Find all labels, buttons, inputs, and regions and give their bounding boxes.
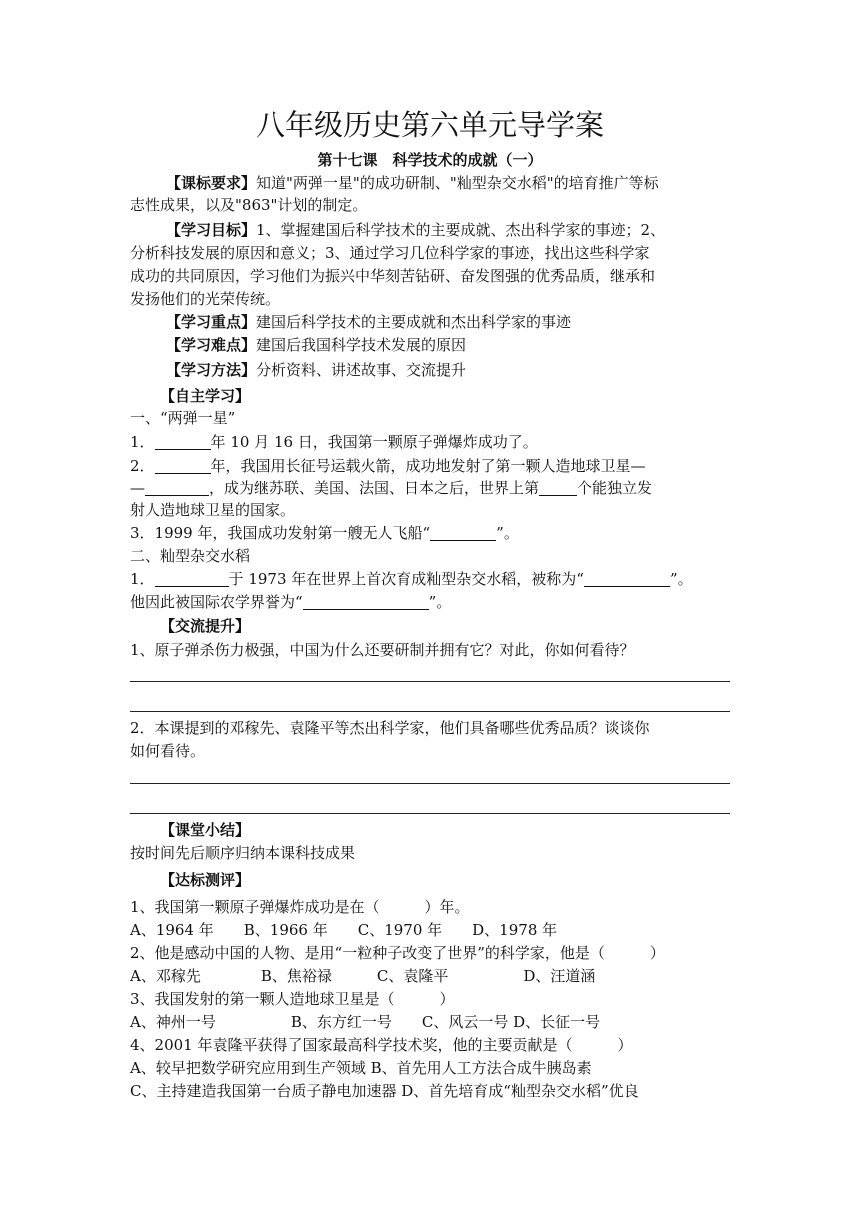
- test-question-4: 4、2001 年袁隆平获得了国家最高科学技术奖，他的主要贡献是（ ）: [130, 1036, 633, 1054]
- self-study-heading: 【自主学习】: [160, 387, 251, 405]
- test-question-1: 1、我国第一颗原子弹爆炸成功是在（ ）年。: [130, 898, 470, 916]
- difficult-text: 建国后我国科学技术发展的原因: [256, 336, 467, 354]
- difficult-points: [166, 335, 766, 355]
- exchange-question-2-cont: 如何看待。: [130, 742, 206, 760]
- answer-blank[interactable]: [539, 479, 577, 496]
- section-one-title: 一、“两弹一星”: [130, 409, 236, 427]
- exchange-question-2: 2．本课提到的邓稼先、袁隆平等杰出科学家，他们具备哪些优秀品质？谈谈你: [130, 719, 650, 737]
- question-2-line-2: — ，成为继苏联、美国、法国、日本之后，世界上第 个能独立发: [130, 479, 653, 497]
- page-title: 八年级历史第六单元导学案: [255, 108, 604, 142]
- standard-text-cont: 志性成果，以及"863"计划的制定。: [130, 196, 368, 214]
- summary-heading: 【课堂小结】: [160, 821, 251, 839]
- standard-text: 知道"两弹一星"的成功研制、"籼型杂交水稻"的培育推广等标: [256, 174, 659, 192]
- question-4-line-2: 他因此被国际农学界誉为“ ”。: [130, 593, 452, 611]
- standard-label: 【课标要求】: [166, 174, 257, 192]
- question-2-line-3: 射人造地球卫星的国家。: [130, 501, 296, 519]
- exchange-question-1: 1、原子弹杀伤力极强，中国为什么还要研制并拥有它？对此，你如何看待？: [130, 641, 635, 659]
- answer-line[interactable]: [130, 783, 730, 784]
- goals-text-2: 分析科技发展的原因和意义；3、通过学习几位科学家的事迹，找出这些科学家: [130, 244, 650, 262]
- test-question-4-options-2: C、主持建造我国第一台质子静电加速器 D、首先培育成“籼型杂交水稻”优良: [130, 1082, 639, 1100]
- section-two-title: 二、籼型杂交水稻: [130, 547, 251, 565]
- method-text: 分析资料、讲述故事、交流提升: [256, 361, 467, 379]
- goals-text-4: 发扬他们的光荣传统。: [130, 290, 281, 308]
- key-label: 【学习重点】: [166, 313, 257, 331]
- test-question-4-options-1: A、较早把数学研究应用到生产领域 B、首先用人工方法合成牛胰岛素: [130, 1059, 592, 1077]
- lesson-subtitle: 第十七课 科学技术的成就（一）: [317, 151, 543, 169]
- difficult-label: 【学习难点】: [166, 336, 257, 354]
- test-question-3: 3、我国发射的第一颗人造地球卫星是（ ）: [130, 990, 455, 1008]
- question-3: 3．1999 年，我国成功发射第一艘无人飞船“ ”。: [130, 524, 519, 542]
- answer-blank[interactable]: [155, 433, 211, 450]
- test-question-1-options: A、1964 年 B、1966 年 C、1970 年 D、1978 年: [130, 921, 558, 939]
- answer-line[interactable]: [130, 711, 730, 712]
- question-2: 2． 年，我国用长征号运载火箭，成功地发射了第一颗人造地球卫星—: [130, 457, 646, 475]
- goals-text: 1、掌握建国后科学技术的主要成就、杰出科学家的事迹；2、: [256, 221, 666, 239]
- answer-blank[interactable]: [145, 479, 209, 496]
- test-question-2: 2、他是感动中国的人物、是用“一粒种子改变了世界”的科学家，他是（ ）: [130, 944, 665, 962]
- answer-blank[interactable]: [155, 570, 229, 587]
- key-text: 建国后科学技术的主要成就和杰出科学家的事迹: [256, 313, 572, 331]
- answer-blank[interactable]: [584, 570, 670, 587]
- learning-method: [166, 360, 766, 380]
- question-4: 1． 于 1973 年在世界上首次育成籼型杂交水稻，被称为“ ”。: [130, 570, 693, 588]
- answer-line[interactable]: [130, 813, 730, 814]
- answer-blank[interactable]: [155, 457, 211, 474]
- goals-text-3: 成功的共同原因，学习他们为振兴中华刻苦钻研、奋发图强的优秀品质，继承和: [130, 267, 656, 285]
- key-points: [166, 312, 766, 332]
- curriculum-standard: [166, 173, 766, 193]
- answer-blank[interactable]: [430, 524, 496, 541]
- answer-blank[interactable]: [303, 593, 429, 610]
- test-question-2-options: A、邓稼先 B、焦裕禄 C、袁隆平 D、汪道涵: [130, 967, 596, 985]
- test-question-3-options: A、神州一号 B、东方红一号 C、风云一号 D、长征一号: [130, 1013, 601, 1031]
- goals-label: 【学习目标】: [166, 221, 257, 239]
- question-1: 1． 年 10 月 16 日，我国第一颗原子弹爆炸成功了。: [130, 433, 538, 451]
- test-heading: 【达标测评】: [160, 871, 251, 889]
- answer-line[interactable]: [130, 681, 730, 682]
- exchange-heading: 【交流提升】: [160, 617, 251, 635]
- method-label: 【学习方法】: [166, 361, 257, 379]
- learning-goals: [166, 220, 766, 240]
- summary-text: 按时间先后顺序归纳本课科技成果: [130, 844, 356, 862]
